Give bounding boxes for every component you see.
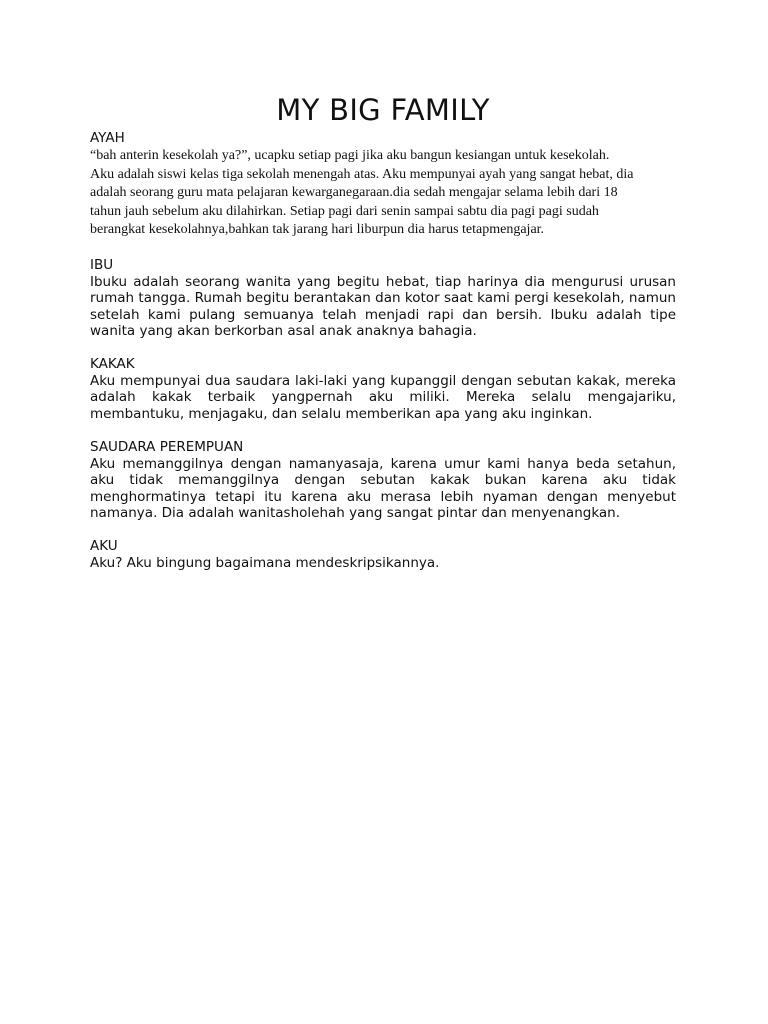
section-heading: KAKAK: [90, 355, 135, 372]
section-heading: AYAH: [90, 130, 125, 146]
section-ibu: [90, 257, 676, 340]
section-kakak: [90, 356, 676, 423]
paragraph-line: adalah seorang guru mata pelajaran kewarganegaraan.dia sedah mengajar selama lebih dari 18: [90, 185, 618, 200]
section-paragraph: Ibuku adalah seorang wanita yang begitu hebat, tiap harinya dia mengurusi urusan rumah tangga. Rumah begitu berantakan dan kotor saat kami pergi kesekolah, namun setelah kami pulang semuanya telah menjadi rapi dan bersih. Ibuku adalah tipe wanita yang akan berkorban asal anak anaknya bahagia.: [90, 273, 676, 340]
section-saudara-perempuan: [90, 439, 676, 522]
document-page: [90, 92, 676, 588]
paragraph-line: Aku adalah siswi kelas tiga sekolah menengah atas. Aku mempunyai ayah yang sangat hebat, dia: [90, 166, 634, 182]
section-heading: SAUDARA PEREMPUAN: [90, 438, 244, 455]
paragraph-line: “bah anterin kesekolah ya?”, ucapku setiap pagi jika aku bangun kesiangan untuk kesekolah.: [90, 148, 610, 163]
section-heading: IBU: [90, 256, 114, 273]
paragraph-line: berangkat kesekolahnya,bahkan tak jarang hari liburpun dia harus tetapmengajar.: [90, 222, 545, 237]
document-title: MY BIG FAMILY: [276, 93, 490, 127]
section-paragraph: [90, 147, 676, 240]
section-paragraph: Aku mempunyai dua saudara laki-laki yang kupanggil dengan sebutan kakak, mereka adalah kakak terbaik yangpernah aku miliki. Mereka selalu mengajariku, membantuku, menjagaku, dan selalu memberikan apa yang aku inginkan.: [90, 372, 676, 423]
section-ayah: [90, 130, 676, 240]
section-paragraph: Aku memanggilnya dengan namanyasaja, karena umur kami hanya beda setahun, aku tidak memanggilnya dengan sebutan kakak bukan karena aku tidak menghormatinya tetapi itu karena aku merasa lebih nyaman dengan menyebut namanya. Dia adalah wanitasholehah yang sangat pintar dan menyenangkan.: [90, 455, 676, 522]
section-aku: [90, 538, 676, 572]
paragraph-line: tahun jauh sebelum aku dilahirkan. Setiap pagi dari senin sampai sabtu dia pagi pagi sudah: [90, 203, 599, 219]
section-heading: AKU: [90, 538, 118, 555]
section-paragraph: Aku? Aku bingung bagaimana mendeskripsikannya.: [90, 555, 440, 572]
